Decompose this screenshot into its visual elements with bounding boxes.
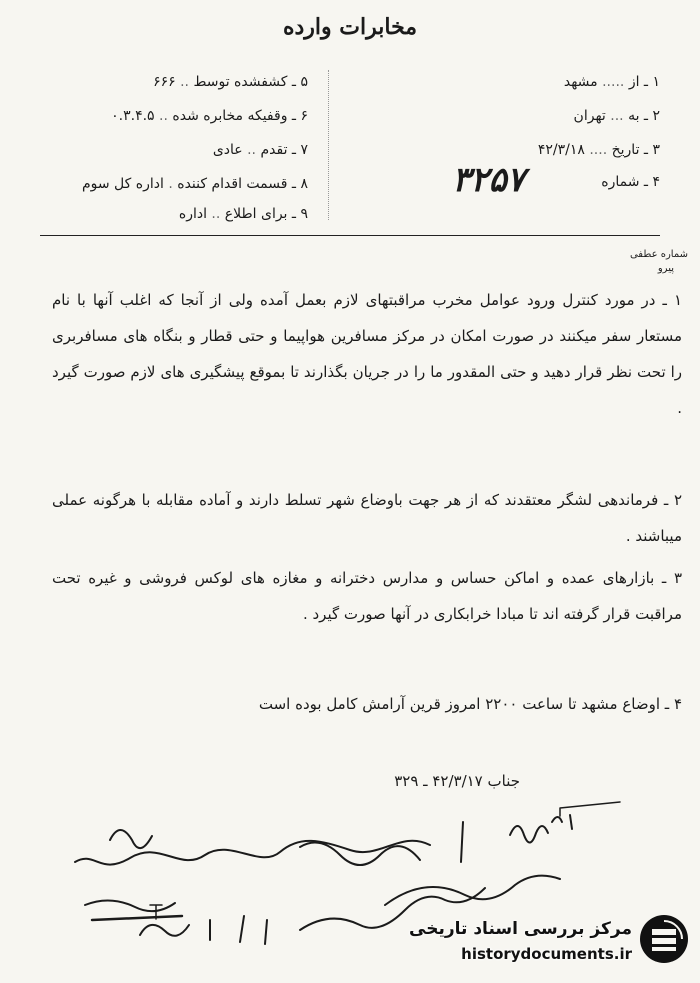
field-date: ۳ ـ تاریخ .... ۴۲/۳/۱۸ <box>537 142 660 158</box>
signature-stroke-10 <box>510 815 572 843</box>
field-for-info-value: اداره <box>178 206 207 222</box>
field-decoded-by-label: ۵ ـ کشفشده توسط <box>193 74 308 90</box>
signature-stroke-9 <box>560 802 620 816</box>
watermark <box>390 905 690 975</box>
field-from-value: مشهد <box>563 74 598 90</box>
field-priority-label: ۷ ـ تقدم <box>260 142 308 158</box>
field-decoded-by: ۵ ـ کشفشده توسط .. ۶۶۶ <box>153 74 308 90</box>
document-title: مخابرات وارده <box>282 14 418 40</box>
field-transmit-time-label: ۶ ـ وقفیکه مخابره شده <box>172 108 308 124</box>
field-action-dept-label: ۸ ـ قسمت اقدام کننده <box>177 176 308 192</box>
reference-line: جناب ۴۲/۳/۱۷ ـ ۳۲۹ <box>394 772 520 790</box>
field-action-dept-value: اداره کل سوم <box>81 176 164 192</box>
body-paragraph-1: ۱ ـ در مورد کنترل ورود عوامل مخرب مراقبتهای لازم بعمل آمده ولی از آنجا که اغلب آنها با نام مستعار سفر میکنند در صورت امکان در مرکز مسافرین هواپیما و حتی قطار و بنگاه های مسافربری را تحت نظر قرار دهید و حتی المقدور ما را در جریان بگذارند تا بموقع پیشگیری های لازم صورت گیرد . <box>52 291 682 417</box>
archive-logo-icon <box>638 913 690 965</box>
field-to-value: تهران <box>573 108 606 124</box>
field-number-value: ۳۲۵۷ <box>452 160 526 200</box>
field-action-dept: ۸ ـ قسمت اقدام کننده . اداره کل سوم <box>81 176 308 192</box>
field-date-label: ۳ ـ تاریخ <box>611 142 660 158</box>
signature-stroke-1 <box>75 841 430 865</box>
signature-stroke-5 <box>140 916 267 944</box>
field-priority: ۷ ـ تقدم .. عادی <box>212 142 308 158</box>
field-transmit-time-value: ۰.۳.۴.۵ <box>111 108 155 124</box>
signature-stroke-7 <box>385 876 560 905</box>
signature-stroke-11 <box>92 916 182 920</box>
signature-stroke-2 <box>300 843 420 866</box>
body-paragraph-3: ۳ ـ بازارهای عمده و اماکن حساس و مدارس دخترانه و مغازه های لوکس فروشی و غیره تحت مراقبت قرار گرفته اند تا مبادا خرابکاری در آنها صورت گیرد . <box>52 569 682 623</box>
watermark-name: مرکز بررسی اسناد تاریخی <box>409 919 632 939</box>
field-number-label: ۴ ـ شماره <box>601 174 660 190</box>
field-for-info: ۹ ـ برای اطلاع .. اداره <box>178 206 308 222</box>
ref-number-label: شماره عطفی <box>629 249 688 260</box>
field-decoded-by-value: ۶۶۶ <box>153 74 176 90</box>
signature-stroke-8 <box>461 822 463 862</box>
field-from-label: ۱ ـ از <box>628 74 660 90</box>
field-priority-value: عادی <box>212 142 243 158</box>
watermark-url: historydocuments.ir <box>461 945 632 963</box>
field-to: ۲ ـ به ... تهران <box>573 108 660 124</box>
signature-stroke-3 <box>110 830 152 848</box>
field-to-label: ۲ ـ به <box>628 108 660 124</box>
field-date-value: ۴۲/۳/۱۸ <box>537 142 585 158</box>
follow-up-label: پیرو <box>657 263 674 274</box>
body-paragraph-2: ۲ ـ فرماندهی لشگر معتقدند که از هر جهت باوضاع شهر تسلط دارند و آماده مقابله با هرگونه عملی میباشند . <box>52 491 682 545</box>
field-from: ۱ ـ از ..... مشهد <box>563 74 660 90</box>
field-for-info-label: ۹ ـ برای اطلاع <box>224 206 308 222</box>
field-transmit-time: ۶ ـ وقفیکه مخابره شده .. ۰.۳.۴.۵ <box>111 108 308 124</box>
signature-stroke-4 <box>85 900 175 911</box>
body-paragraph-4: ۴ ـ اوضاع مشهد تا ساعت ۲۲۰۰ امروز قرین آرامش کامل بوده است <box>258 695 682 713</box>
